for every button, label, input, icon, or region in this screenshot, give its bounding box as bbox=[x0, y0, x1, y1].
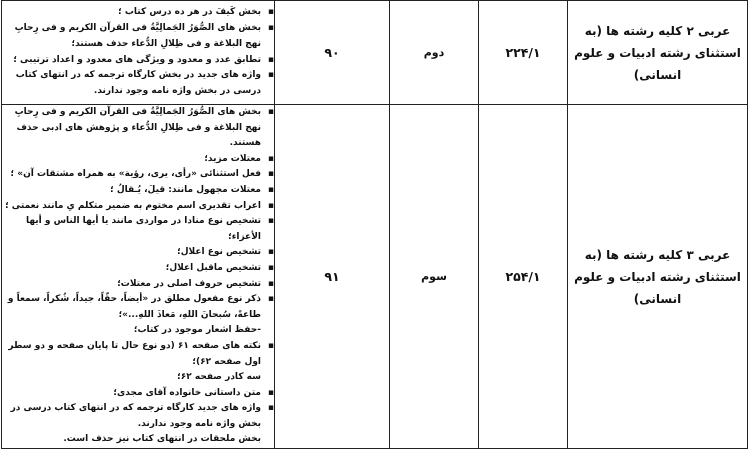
curriculum-table bbox=[1, 0, 748, 449]
book-code: ۲۵۴/۱ bbox=[479, 105, 568, 449]
page-count: ۹۱ bbox=[275, 105, 390, 449]
list-item: ▪ تشخیص ماقبل اعلال؛ bbox=[2, 261, 274, 277]
list-item: ▪ تشخیص نوع اعلال؛ bbox=[2, 245, 274, 261]
list-item: ▪ واژه های جدید در بخش کارگاه ترجمه که در انتهای کتاب درسی در بخش واژه نامه وجود ندارند. bbox=[2, 68, 274, 100]
list-item: ▪ تطابق عدد و معدود و ویژگی های معدود و اعداد ترتیبی ؛ bbox=[2, 53, 274, 69]
book-code: ۲۲۴/۱ bbox=[479, 1, 568, 105]
table-row bbox=[2, 1, 748, 105]
list-item: بخش ملحقات در انتهای کتاب نیز حذف است. bbox=[63, 434, 261, 445]
list-item: -حفظ اشعار موجود در کتاب؛ bbox=[133, 325, 261, 336]
page-count: ۹۰ bbox=[275, 1, 390, 105]
list-item: ▪ تشخیص حروف اصلی در معتلات؛ bbox=[2, 277, 274, 293]
list-item: ▪ بخش های الصُّوَرُ الجَمالِیَّةُ فی القرآن الکریم و فی رِحابِ نهج البلاغة و فی ظِلالِ الدُّعاء و پژوهش های ادبی حذف هستند. bbox=[2, 105, 274, 152]
list-item: ▪ اعراب تقدیری اسم مختوم به ضمیر متکلم یِ مانند نعمتی ؛ bbox=[2, 199, 274, 215]
list-item: ▪ فعل استثنائی «رأی، یری، رؤیة» به همراه مشتقات آن» ؛ bbox=[2, 167, 274, 183]
removed-topics-cell bbox=[2, 1, 275, 105]
removed-topics-cell bbox=[2, 105, 275, 449]
table-row bbox=[2, 105, 748, 449]
grade-level: سوم bbox=[390, 105, 479, 449]
list-item: ▪ تشخیص نوع منادا در مواردی مانند یا أیها الناس و أیها الأعزاء؛ bbox=[2, 214, 274, 245]
book-title: عربی ۲ کلیه رشته ها (به استثنای رشته ادبیات و علوم انسانی) bbox=[568, 1, 748, 105]
list-item: ▪ متن داستانی خانواده آقای مجدی؛ bbox=[2, 386, 274, 402]
list-item: ▪ معتلات مزید؛ bbox=[2, 152, 274, 168]
grade-level: دوم bbox=[390, 1, 479, 105]
removed-topics-list bbox=[2, 105, 274, 448]
list-item: ▪ معتلات مجهول مانند: قیلَ، یُـقالُ ؛ bbox=[2, 183, 274, 199]
list-item: ▪ ذکر نوع مفعول مطلق در «أیضاً، حقّاً، جیداً، شُکراً، سمعاً و طاعةً، سُبحانَ اللهِ، مَعاذَ اللهِ...»؛ bbox=[2, 292, 274, 323]
removed-topics-list bbox=[2, 5, 274, 100]
list-item: ▪ واژه های جدید کارگاه ترجمه که در انتهای کتاب درسی در بخش واژه نامه وجود ندارند. bbox=[2, 401, 274, 432]
list-item: ▪ بخش های الصُّوَرُ الجَمالِیَّةُ فی القرآن الکریم و فی رِحابِ نهج البلاغة و فی ظِلالِ الدُّعاء حذف هستند؛ bbox=[2, 21, 274, 53]
list-item: ▪ بخش کَیفَ در هر ده درس کتاب ؛ bbox=[2, 5, 274, 21]
list-item: سه کادر صفحه ۶۲؛ bbox=[177, 372, 261, 383]
list-item: ▪ نکته های صفحه ۶۱ (دو نوع حال تا پایان صفحه و دو سطر اول صفحه ۶۲)؛ bbox=[2, 339, 274, 370]
book-title: عربی ۳ کلیه رشته ها (به استثنای رشته ادبیات و علوم انسانی) bbox=[568, 105, 748, 449]
